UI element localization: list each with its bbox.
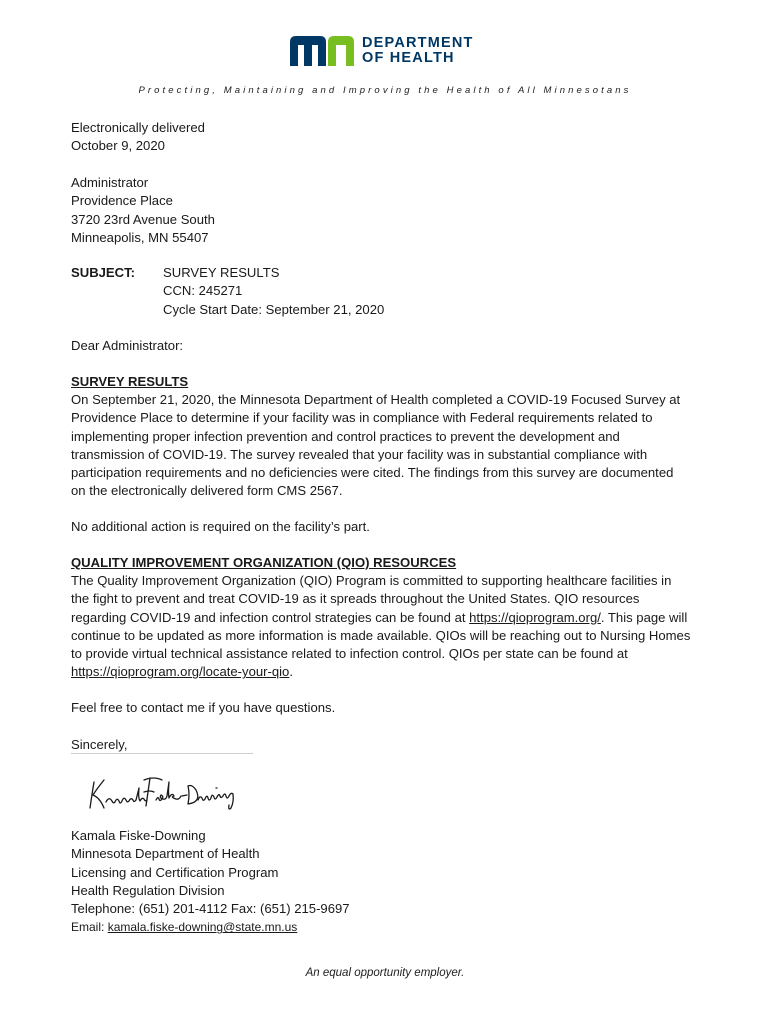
- tagline: Protecting, Maintaining and Improving the Health of All Minnesotans: [138, 85, 632, 96]
- delivery-method: Electronically delivered: [71, 120, 205, 135]
- email-label: Email:: [71, 920, 108, 935]
- closing: Sincerely,: [71, 737, 128, 752]
- recipient-line: 3720 23rd Avenue South: [71, 211, 215, 227]
- recipient-line: Providence Place: [71, 193, 173, 209]
- signer-org: Minnesota Department of Health: [71, 846, 260, 862]
- logo-wordmark: [362, 36, 474, 66]
- recipient-address: [71, 174, 711, 247]
- contact-note: Feel free to contact me if you have questions.: [71, 700, 336, 715]
- subject-label: SUBJECT:: [71, 265, 136, 280]
- salutation: Dear Administrator:: [71, 338, 184, 353]
- qio-program-link[interactable]: https://qioprogram.org/: [469, 609, 601, 625]
- email-link[interactable]: kamala.fiske-downing@state.mn.us: [107, 920, 298, 935]
- paragraph-line: The Quality Improvement Organization (QIO) Program is committed to supporting healthcare facilities in: [71, 573, 672, 588]
- paragraph-line: [71, 609, 711, 627]
- subject-lines: [163, 264, 384, 319]
- paragraph-line: transmission of COVID-19. The survey revealed that your facility was in substantial compliance with: [71, 446, 648, 462]
- date-block: [71, 119, 711, 156]
- paragraph-line: participation requirements and no deficiencies were cited. The findings from this survey are documented: [71, 465, 674, 481]
- signature-icon: [84, 768, 244, 816]
- no-action-note: No additional action is required on the facility’s part.: [71, 519, 370, 534]
- qio-paragraph: [71, 572, 711, 682]
- letter-date: October 9, 2020: [71, 138, 165, 154]
- paragraph-line: implementing proper infection prevention and control practices to prevent the development and: [71, 428, 620, 444]
- signer-name: Kamala Fiske-Downing: [71, 828, 206, 843]
- paragraph-line: On September 21, 2020, the Minnesota Department of Health completed a COVID-19 Focused Survey at: [71, 392, 681, 407]
- recipient-line: Administrator: [71, 175, 149, 190]
- paragraph-line: on the electronically delivered form CMS 2567.: [71, 483, 343, 499]
- logo-line-1: DEPARTMENT: [362, 35, 474, 51]
- subject-line: CCN: 245271: [163, 283, 243, 299]
- paragraph-line: the fight to prevent and treat COVID-19 as it spreads throughout the United States. QIO resources: [71, 591, 640, 607]
- signature-rule: [71, 753, 253, 754]
- paragraph-text: . This page will: [600, 609, 688, 625]
- handwritten-signature: [84, 768, 244, 821]
- mn-logo-icon: [290, 36, 354, 66]
- paragraph-line: [71, 663, 711, 681]
- subject-line: Cycle Start Date: September 21, 2020: [163, 301, 385, 317]
- paragraph-line: to provide virtual technical assistance related to infection control. QIOs per state can be found at: [71, 646, 628, 662]
- qio-resources-heading: QUALITY IMPROVEMENT ORGANIZATION (QIO) RESOURCES: [71, 555, 457, 570]
- paragraph-text: regarding COVID-19 and infection control strategies can be found at: [71, 609, 470, 625]
- signer-phone: Telephone: (651) 201-4112 Fax: (651) 215-9697: [71, 901, 350, 917]
- paragraph-line: continue to be updated as more information is made available. QIOs will be reaching out to Nursing Homes: [71, 627, 691, 643]
- signer-program: Licensing and Certification Program: [71, 864, 279, 880]
- survey-results-paragraph: [71, 391, 711, 501]
- locate-qio-link[interactable]: https://qioprogram.org/locate-your-qio: [71, 664, 290, 680]
- mdh-logo: [290, 34, 474, 68]
- signer-block: [71, 827, 711, 937]
- paragraph-line: Providence Place to determine if your facility was in compliance with Federal requirements related to: [71, 410, 653, 426]
- signer-email-line: [71, 918, 711, 936]
- paragraph-text: .: [289, 664, 293, 680]
- recipient-line: Minneapolis, MN 55407: [71, 229, 209, 245]
- subject-line: SURVEY RESULTS: [163, 265, 280, 280]
- survey-results-heading: SURVEY RESULTS: [71, 374, 189, 389]
- signer-division: Health Regulation Division: [71, 882, 225, 898]
- logo-line-2: OF HEALTH: [362, 50, 455, 66]
- footer-note: An equal opportunity employer.: [305, 967, 465, 979]
